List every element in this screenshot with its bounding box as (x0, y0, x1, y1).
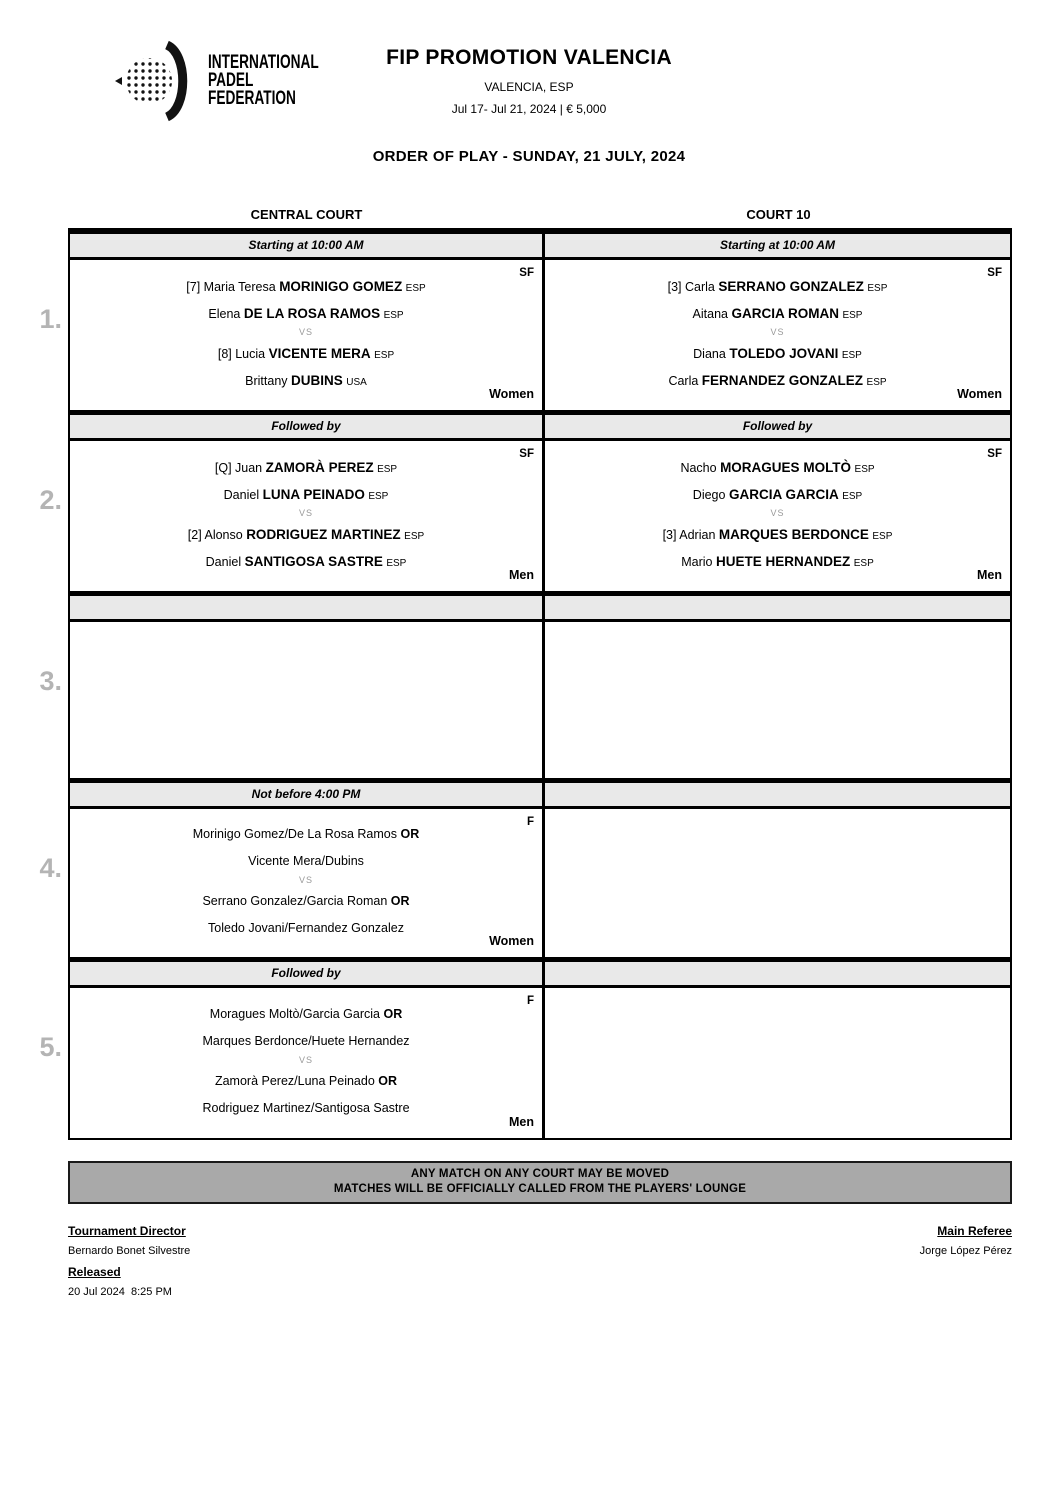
time-header-band (70, 410, 1010, 441)
player-surname: GARCIA ROMAN (731, 305, 839, 321)
footer-left (68, 1216, 190, 1298)
time-header-band (70, 957, 1010, 988)
player-surname: MORAGUES MOLTÒ (720, 459, 852, 475)
player-nationality: ESP (867, 282, 888, 294)
match-lines (70, 441, 542, 591)
main-referee-name: Jorge López Pérez (919, 1245, 1012, 1257)
round-label: F (526, 816, 534, 828)
round-label: SF (519, 448, 534, 460)
released-datetime: 20 Jul 2024 8:25 PM (68, 1286, 172, 1298)
schedule-content (39, 207, 1012, 1298)
player-name: Aitana (692, 306, 728, 321)
footer-right (920, 1216, 1012, 1298)
player-nationality: ESP (386, 557, 407, 569)
time-header-left: Followed by (70, 962, 545, 985)
match-lines (70, 988, 542, 1138)
vs-label: VS (298, 874, 313, 885)
row-number-3: 3. (39, 666, 62, 696)
match-lines (70, 809, 542, 957)
round-label: SF (987, 448, 1002, 460)
player-name: Diego (692, 487, 726, 502)
player-surname: VICENTE MERA (268, 345, 371, 361)
category-label: Men (977, 568, 1002, 582)
team-line (210, 1001, 402, 1028)
category-label: Women (489, 387, 534, 401)
court-header-10: COURT 10 (746, 207, 811, 222)
notice-line-2: MATCHES WILL BE OFFICIALLY CALLED FROM THE PLAYERS' LOUNGE (333, 1183, 747, 1195)
row-number-4: 4. (39, 853, 62, 883)
time-header-right (545, 962, 1010, 985)
category-label: Men (509, 568, 534, 582)
team-line (245, 367, 367, 394)
player-name: Elena (208, 306, 241, 321)
logo-line-3: FEDERATION (208, 88, 296, 110)
time-header-left (70, 596, 545, 619)
court-header-central: CENTRAL COURT (250, 207, 363, 222)
player-name: [Q] Juan (214, 460, 263, 475)
order-of-play-table (39, 228, 1012, 1140)
logo-line-2: PADEL (208, 69, 254, 91)
time-header-band (70, 591, 1010, 622)
team-line (663, 521, 893, 548)
event-title: FIP PROMOTION VALENCIA (386, 46, 672, 69)
match-cell (545, 260, 1010, 410)
player-surname: RODRIGUEZ MARTINEZ (246, 526, 401, 542)
player-nationality: ESP (854, 463, 875, 475)
logo-line-1: INTERNATIONAL (208, 51, 319, 73)
player-name: [2] Alonso (187, 527, 243, 542)
player-nationality: ESP (383, 309, 404, 321)
team-line (218, 340, 394, 367)
match-cell-empty (545, 809, 1010, 957)
player-surname: SANTIGOSA SASTRE (244, 553, 383, 569)
player-surname: DE LA ROSA RAMOS (243, 305, 381, 321)
match-cell (70, 441, 545, 591)
team-names: Marques Berdonce/Huete Hernandez (202, 1033, 410, 1048)
player-name: Nacho (680, 460, 717, 475)
team-line (681, 548, 874, 575)
match-cell-empty (545, 988, 1010, 1138)
player-nationality: ESP (841, 349, 862, 361)
team-line (693, 481, 862, 508)
player-surname: FERNANDEZ GONZALEZ (701, 372, 864, 388)
round-label: SF (987, 267, 1002, 279)
time-header-left: Followed by (70, 415, 545, 438)
player-name: Daniel (223, 487, 260, 502)
match-cell (70, 260, 545, 410)
notice-banner (68, 1161, 1012, 1204)
team-line (215, 454, 397, 481)
match-lines (70, 260, 542, 410)
team-line (248, 848, 364, 875)
or-label: OR (390, 893, 410, 908)
team-line (193, 821, 419, 848)
tournament-director-label: Tournament Director (68, 1224, 186, 1238)
player-nationality: ESP (872, 530, 893, 542)
or-label: OR (378, 1073, 398, 1088)
player-surname: ZAMORÀ PEREZ (265, 459, 374, 475)
vs-label: VS (770, 507, 785, 518)
time-header-left: Not before 4:00 PM (70, 783, 545, 806)
round-label: SF (519, 267, 534, 279)
player-name: Carla (668, 373, 699, 388)
round-label: F (526, 995, 534, 1007)
player-nationality: USA (346, 376, 367, 388)
player-surname: TOLEDO JOVANI (729, 345, 839, 361)
notice-line-1: ANY MATCH ON ANY COURT MAY BE MOVED (410, 1168, 670, 1180)
time-header-right: Followed by (742, 419, 813, 433)
player-nationality: ESP (405, 282, 426, 294)
time-header-band (70, 778, 1010, 809)
vs-label: VS (298, 507, 313, 518)
tournament-director-name: Bernardo Bonet Silvestre (68, 1245, 191, 1257)
player-nationality: ESP (377, 463, 398, 475)
event-title-block (0, 46, 1058, 116)
team-names: Zamorà Perez/Luna Peinado (214, 1073, 375, 1088)
team-line (202, 1028, 409, 1055)
team-names: Vicente Mera/Dubins (248, 853, 364, 868)
time-header-right: Starting at 10:00 AM (720, 238, 835, 252)
player-surname: SERRANO GONZALEZ (718, 278, 864, 294)
event-location: VALENCIA, ESP (484, 80, 574, 94)
released-label: Released (68, 1265, 121, 1279)
player-name: [3] Carla (667, 279, 715, 294)
match-cell-empty (70, 622, 545, 778)
player-surname: HUETE HERNANDEZ (715, 553, 851, 569)
player-name: Brittany (245, 373, 288, 388)
player-nationality: ESP (404, 530, 425, 542)
vs-label: VS (298, 326, 313, 337)
team-names: Moragues Moltò/Garcia Garcia (209, 1006, 380, 1021)
time-header-right (545, 596, 1010, 619)
team-line (202, 1095, 409, 1122)
document-header (0, 0, 1058, 130)
time-header-right (545, 783, 1010, 806)
team-line (693, 300, 863, 327)
player-nationality: ESP (866, 376, 887, 388)
category-label: Women (489, 934, 534, 948)
team-line (693, 340, 862, 367)
match-band-5 (39, 988, 1010, 1138)
player-name: [3] Adrian (662, 527, 716, 542)
player-nationality: ESP (368, 490, 389, 502)
category-label: Men (509, 1115, 534, 1129)
time-header-left: Starting at 10:00 AM (70, 234, 545, 257)
player-surname: GARCIA GARCIA (728, 486, 839, 502)
player-surname: MARQUES BERDONCE (718, 526, 869, 542)
team-line (202, 888, 409, 915)
document-footer (68, 1216, 1012, 1298)
team-line (186, 273, 425, 300)
match-band-3 (39, 622, 1010, 778)
row-number-5: 5. (39, 1032, 62, 1062)
team-line (188, 521, 424, 548)
match-band-2 (39, 441, 1010, 591)
row-number-2: 2. (39, 485, 62, 515)
player-name: Daniel (205, 554, 242, 569)
vs-label: VS (770, 326, 785, 337)
player-surname: DUBINS (291, 372, 343, 388)
player-name: Diana (693, 346, 726, 361)
player-nationality: ESP (842, 490, 863, 502)
category-label: Women (957, 387, 1002, 401)
vs-label: VS (298, 1054, 313, 1065)
row-number-1: 1. (39, 304, 62, 334)
team-line (224, 481, 389, 508)
team-names: Toledo Jovani/Fernandez Gonzalez (208, 920, 404, 935)
time-header-band (70, 228, 1010, 260)
event-dates-prize: Jul 17- Jul 21, 2024 | € 5,000 (451, 102, 607, 116)
team-line (208, 915, 404, 942)
player-surname: LUNA PEINADO (262, 486, 365, 502)
match-lines (545, 260, 1010, 410)
court-headers (68, 207, 1012, 222)
player-surname: MORINIGO GOMEZ (279, 278, 403, 294)
team-line (208, 300, 403, 327)
team-names: Serrano Gonzalez/Garcia Roman (202, 893, 388, 908)
main-referee-label: Main Referee (937, 1224, 1012, 1238)
team-names: Rodriguez Martinez/Santigosa Sastre (202, 1100, 410, 1115)
team-line (680, 454, 874, 481)
or-label: OR (400, 826, 420, 841)
match-band-1 (39, 260, 1010, 410)
team-line (206, 548, 407, 575)
player-nationality: ESP (374, 349, 395, 361)
player-name: [8] Lucia (217, 346, 266, 361)
player-name: [7] Maria Teresa (186, 279, 276, 294)
match-cell (70, 809, 545, 957)
player-nationality: ESP (842, 309, 863, 321)
team-line (668, 367, 886, 394)
player-name: Mario (681, 554, 713, 569)
or-label: OR (383, 1006, 403, 1021)
match-band-4 (39, 809, 1010, 957)
match-cell (545, 441, 1010, 591)
team-line (668, 273, 888, 300)
match-cell (70, 988, 545, 1138)
match-lines (545, 441, 1010, 591)
order-of-play-title: ORDER OF PLAY - SUNDAY, 21 JULY, 2024 (372, 148, 686, 165)
match-cell-empty (545, 622, 1010, 778)
player-nationality: ESP (853, 557, 874, 569)
team-line (215, 1068, 397, 1095)
team-names: Morinigo Gomez/De La Rosa Ramos (192, 826, 397, 841)
